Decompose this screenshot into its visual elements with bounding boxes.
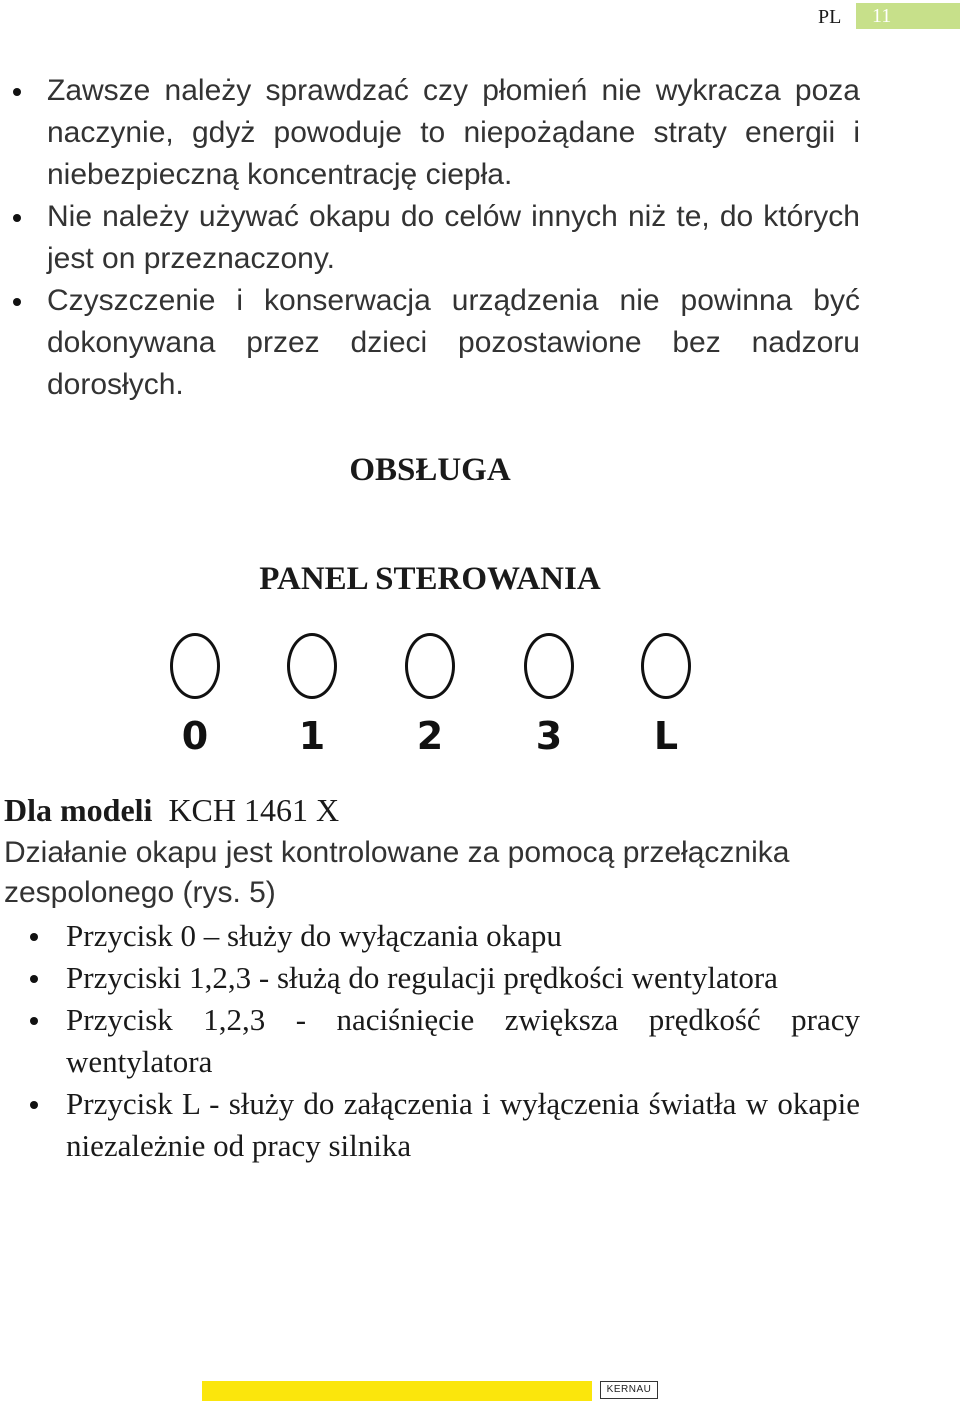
- list-item: [0, 1083, 860, 1167]
- bullet-icon: [30, 933, 38, 941]
- safety-bullet-list: [0, 70, 860, 406]
- page-number: 11: [872, 5, 892, 27]
- page-number-bar: [856, 3, 960, 29]
- section-title: OBSŁUGA: [349, 452, 511, 488]
- list-item-text: Czyszczenie i konserwacja urządzenia nie powinna być dokonywana przez dzieci pozostawione bez nadzoru dorosłych.: [47, 284, 860, 401]
- list-item-text: Przycisk L - służy do załączenia i wyłączenia światła w okapie niezależnie od pracy silnika: [66, 1086, 860, 1163]
- button-1-label: 1: [298, 714, 326, 758]
- list-item: [0, 280, 860, 406]
- operation-description: Działanie okapu jest kontrolowane za pomocą przełącznika zespolonego (rys. 5): [4, 836, 790, 909]
- button-3-label: 3: [535, 714, 563, 758]
- button-2-circle: [405, 633, 455, 699]
- list-item: [0, 957, 860, 999]
- button-l-label: L: [653, 714, 679, 758]
- bullet-icon: [13, 88, 21, 96]
- list-item: [0, 999, 860, 1083]
- bullet-icon: [30, 1017, 38, 1025]
- button-0-label: 0: [181, 714, 209, 758]
- button-3-circle: [524, 633, 574, 699]
- list-item-text: Przycisk 1,2,3 - naciśnięcie zwiększa prędkość pracy wentylatora: [66, 1002, 860, 1079]
- list-item-text: Przyciski 1,2,3 - służą do regulacji prędkości wentylatora: [66, 960, 778, 995]
- bullet-icon: [30, 1101, 38, 1109]
- model-label: Dla modeli: [4, 792, 153, 828]
- list-item: [0, 915, 860, 957]
- model-name: KCH 1461 X: [168, 792, 340, 828]
- button-0-circle: [170, 633, 220, 699]
- footer-accent-bar: [202, 1381, 592, 1401]
- list-item-text: Przycisk 0 – służy do wyłączania okapu: [66, 918, 562, 953]
- button-2-label: 2: [416, 714, 444, 758]
- list-item-text: Nie należy używać okapu do celów innych niż te, do których jest on przeznaczony.: [47, 200, 860, 275]
- button-1-circle: [287, 633, 337, 699]
- bullet-icon: [13, 298, 21, 306]
- list-item: [0, 70, 860, 196]
- model-line: [4, 790, 339, 830]
- buttons-bullet-list: [0, 915, 860, 1167]
- list-item: [0, 196, 860, 280]
- language-code: PL: [818, 6, 842, 28]
- bullet-icon: [13, 214, 21, 222]
- bullet-icon: [30, 975, 38, 983]
- button-l-circle: [641, 633, 691, 699]
- panel-title: PANEL STEROWANIA: [259, 561, 601, 597]
- brand-logo: KERNAU: [600, 1381, 658, 1399]
- list-item-text: Zawsze należy sprawdzać czy płomień nie wykracza poza naczynie, gdyż powoduje to niepożądane straty energii i niebezpieczną koncentrację ciepła.: [47, 74, 860, 191]
